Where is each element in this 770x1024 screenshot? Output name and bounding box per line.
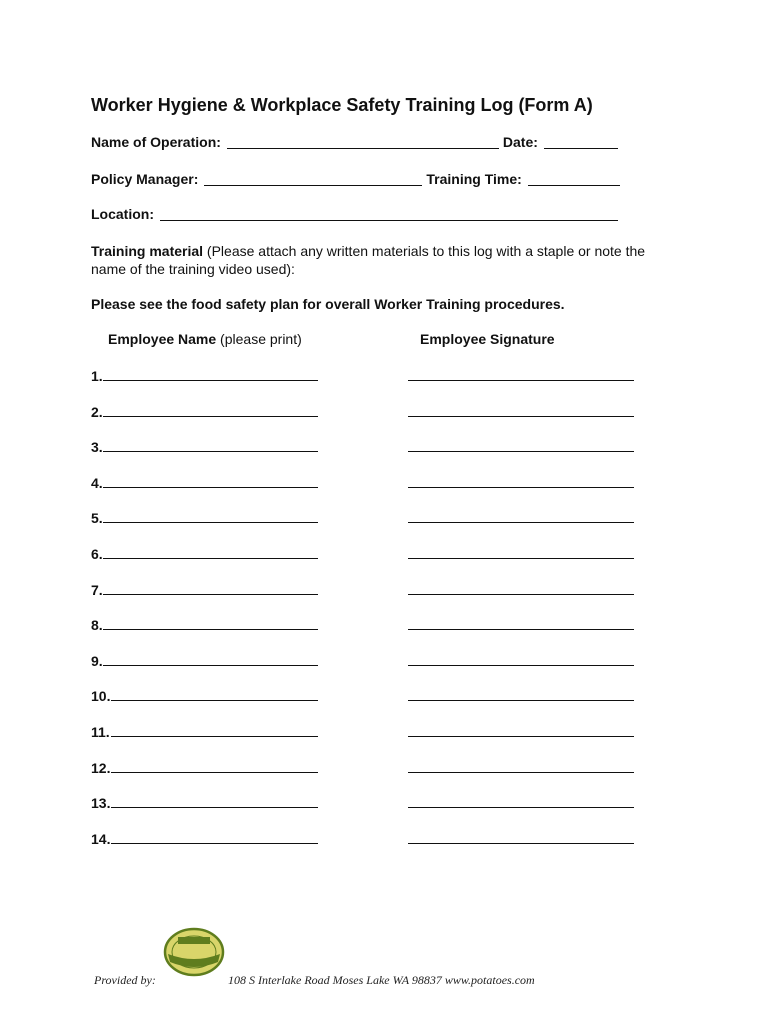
employee-signature-field[interactable] bbox=[408, 594, 634, 595]
employee-signature-field[interactable] bbox=[408, 487, 634, 488]
row-number: 14. bbox=[91, 831, 111, 847]
row-number: 2. bbox=[91, 404, 103, 420]
employee-name-field[interactable] bbox=[103, 558, 318, 559]
policy-manager-field[interactable] bbox=[204, 171, 422, 186]
employee-signature-header: Employee Signature bbox=[420, 331, 555, 347]
training-material-text: (Please attach any written materials to this log with a staple or note the name of the training video used): bbox=[91, 243, 646, 277]
procedures-note: Please see the food safety plan for overall Worker Training procedures. bbox=[91, 296, 565, 312]
employee-signature-field[interactable] bbox=[408, 772, 634, 773]
row-number: 7. bbox=[91, 582, 103, 598]
training-material-paragraph bbox=[91, 242, 681, 278]
employee-name-field[interactable] bbox=[111, 807, 318, 808]
row-number: 9. bbox=[91, 653, 103, 669]
employee-signature-field[interactable] bbox=[408, 843, 634, 844]
policy-manager-label: Policy Manager: bbox=[91, 171, 199, 187]
row-number: 12. bbox=[91, 760, 111, 776]
date-label: Date: bbox=[502, 134, 538, 150]
manager-time-row bbox=[91, 171, 624, 187]
row-number: 1. bbox=[91, 368, 103, 384]
name-of-operation-field[interactable] bbox=[227, 134, 499, 149]
employee-name-field[interactable] bbox=[111, 843, 318, 844]
training-time-field[interactable] bbox=[528, 171, 620, 186]
employee-name-field[interactable] bbox=[103, 451, 318, 452]
employee-name-field[interactable] bbox=[103, 665, 318, 666]
employee-name-field[interactable] bbox=[103, 416, 318, 417]
row-number: 11. bbox=[91, 724, 110, 740]
employee-name-field[interactable] bbox=[103, 380, 318, 381]
location-field[interactable] bbox=[160, 206, 618, 221]
location-row bbox=[91, 206, 622, 222]
row-number: 8. bbox=[91, 617, 103, 633]
employee-name-field[interactable] bbox=[103, 629, 318, 630]
row-number: 4. bbox=[91, 475, 103, 491]
washington-potatoes-logo bbox=[162, 924, 226, 978]
training-material-label: Training material bbox=[91, 243, 204, 259]
employee-signature-field[interactable] bbox=[408, 629, 634, 630]
date-field[interactable] bbox=[544, 134, 618, 149]
employee-name-field[interactable] bbox=[103, 487, 318, 488]
row-number: 6. bbox=[91, 546, 103, 562]
row-number: 10. bbox=[91, 688, 111, 704]
operation-date-row bbox=[91, 134, 622, 150]
employee-signature-field[interactable] bbox=[408, 558, 634, 559]
row-number: 5. bbox=[91, 510, 103, 526]
employee-signature-field[interactable] bbox=[408, 416, 634, 417]
row-number: 3. bbox=[91, 439, 103, 455]
employee-signature-field[interactable] bbox=[408, 736, 634, 737]
footer-address: 108 S Interlake Road Moses Lake WA 98837 www.potatoes.com bbox=[228, 973, 535, 987]
employee-name-field[interactable] bbox=[111, 736, 318, 737]
employee-signature-field[interactable] bbox=[408, 700, 634, 701]
employee-signature-field[interactable] bbox=[408, 807, 634, 808]
employee-signature-field[interactable] bbox=[408, 380, 634, 381]
provided-by-label: Provided by: bbox=[94, 973, 156, 987]
location-label: Location: bbox=[91, 206, 154, 222]
training-time-label: Training Time: bbox=[426, 171, 522, 187]
employee-name-field[interactable] bbox=[111, 772, 318, 773]
employee-name-header-note: (please print) bbox=[216, 331, 302, 347]
employee-name-header bbox=[108, 331, 302, 347]
employee-name-header-label: Employee Name bbox=[108, 331, 217, 347]
row-number: 13. bbox=[91, 795, 111, 811]
form-title: Worker Hygiene & Workplace Safety Training Log (Form A) bbox=[91, 95, 593, 115]
employee-name-field[interactable] bbox=[111, 700, 318, 701]
employee-signature-field[interactable] bbox=[408, 665, 634, 666]
employee-signature-field[interactable] bbox=[408, 451, 634, 452]
name-of-operation-label: Name of Operation: bbox=[91, 134, 221, 150]
employee-name-field[interactable] bbox=[103, 522, 318, 523]
employee-name-field[interactable] bbox=[103, 594, 318, 595]
employee-signature-field[interactable] bbox=[408, 522, 634, 523]
